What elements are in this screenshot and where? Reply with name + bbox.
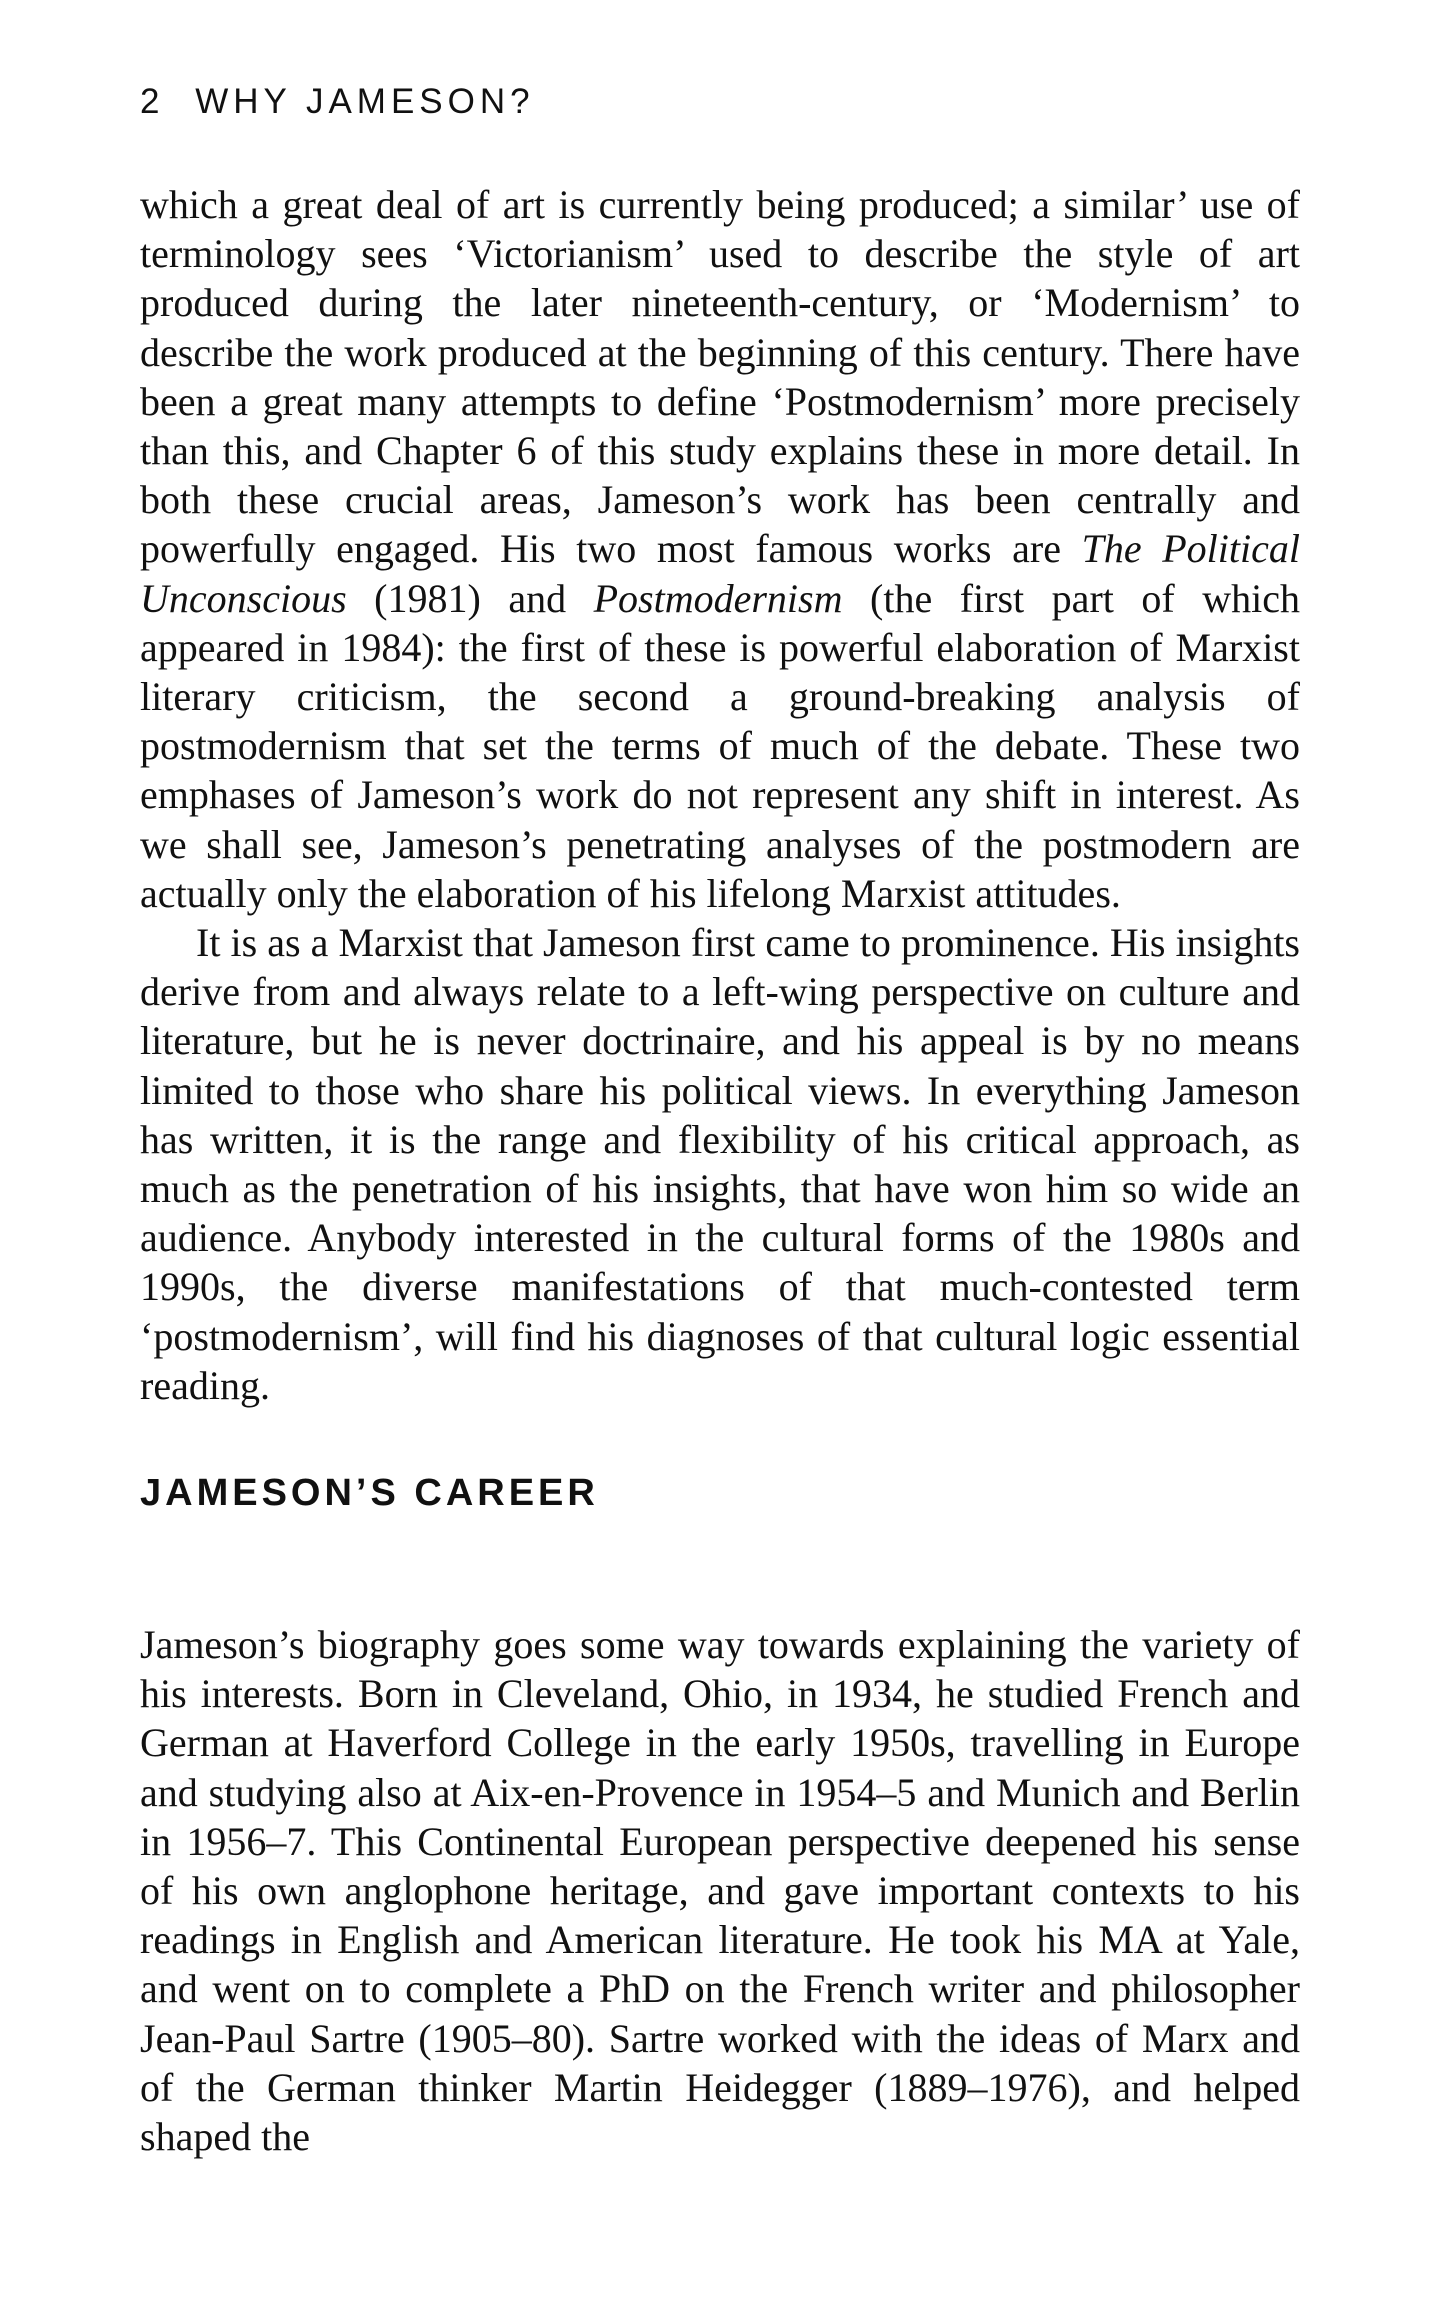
section-heading: JAMESON’S CAREER — [140, 1472, 599, 1514]
book-title-postmodernism: Postmodernism — [593, 575, 843, 621]
text-block-top — [140, 180, 1300, 1410]
paragraph-marxist: It is as a Marxist that Jameson first came to prominence. His insights derive from and always relate to a left-wing perspective on culture and literature, but he is never doctrinaire, and his appeal is by no means limited to those who share his political views. In everything Jameson has written, it is the range and flexibility of his critical approach, as much as the penetration of his insights, that have won him so wide an audience. Anybody interested in the cultural forms of the 1980s and 1990s, the diverse manifestations of that much-contested term ‘postmodernism’, will find his diagnoses of that cultural logic essential reading. — [140, 920, 1300, 1408]
paragraph-1-part-1: which a great deal of art is currently being produced; a similar’ use of terminology sees ‘Victorianism’ used to describe the style of art produced during the later nineteenth-century, or ‘Modernism’ to describe the work produced at the beginning of this century. There have been a great many attempts to define ‘Postmodernism’ more precisely than this, and Chapter 6 of this study explains these in more detail. In both these crucial areas, Jameson’s work has been centrally and powerfully engaged. His two most famous works are — [140, 182, 1300, 572]
running-header — [140, 82, 535, 122]
book-title-political-unconscious: The Political Unconscious — [140, 526, 1301, 621]
text-block-career — [140, 1620, 1300, 2161]
paragraph-1-part-3: (the first part of which appeared in 1984): the first of these is powerful elaboration of Marxist literary criticism, the second a ground-breaking analysis of postmodernism that set the terms of much of the debate. These two emphases of Jameson’s work do not represent any shift in interest. As we shall see, Jameson’s penetrating analyses of the postmodern are actually only the elaboration of his lifelong Marxist attitudes. — [140, 575, 1300, 916]
paragraph-biography: Jameson’s biography goes some way towards explaining the variety of his interests. Born in Cleveland, Ohio, in 1934, he studied French and German at Haverford College in the early 1950s, travelling in Europe and studying also at Aix-en-Provence in 1954–5 and Munich and Berlin in 1956–7. This Continental European perspective deepened his sense of his own anglophone heritage, and gave important contexts to his readings in English and American literature. He took his MA at Yale, and went on to complete a PhD on the French writer and philosopher Jean-Paul Sartre (1905–80). Sartre worked with the ideas of Marx and of the German thinker Martin Heidegger (1889–1976), and helped shaped the — [140, 1622, 1300, 2160]
paragraph-continued — [140, 180, 1300, 918]
page-number: 2 — [140, 82, 165, 121]
running-title: WHY JAMESON? — [195, 82, 535, 121]
paragraph-1-part-2: (1981) and — [346, 575, 594, 621]
